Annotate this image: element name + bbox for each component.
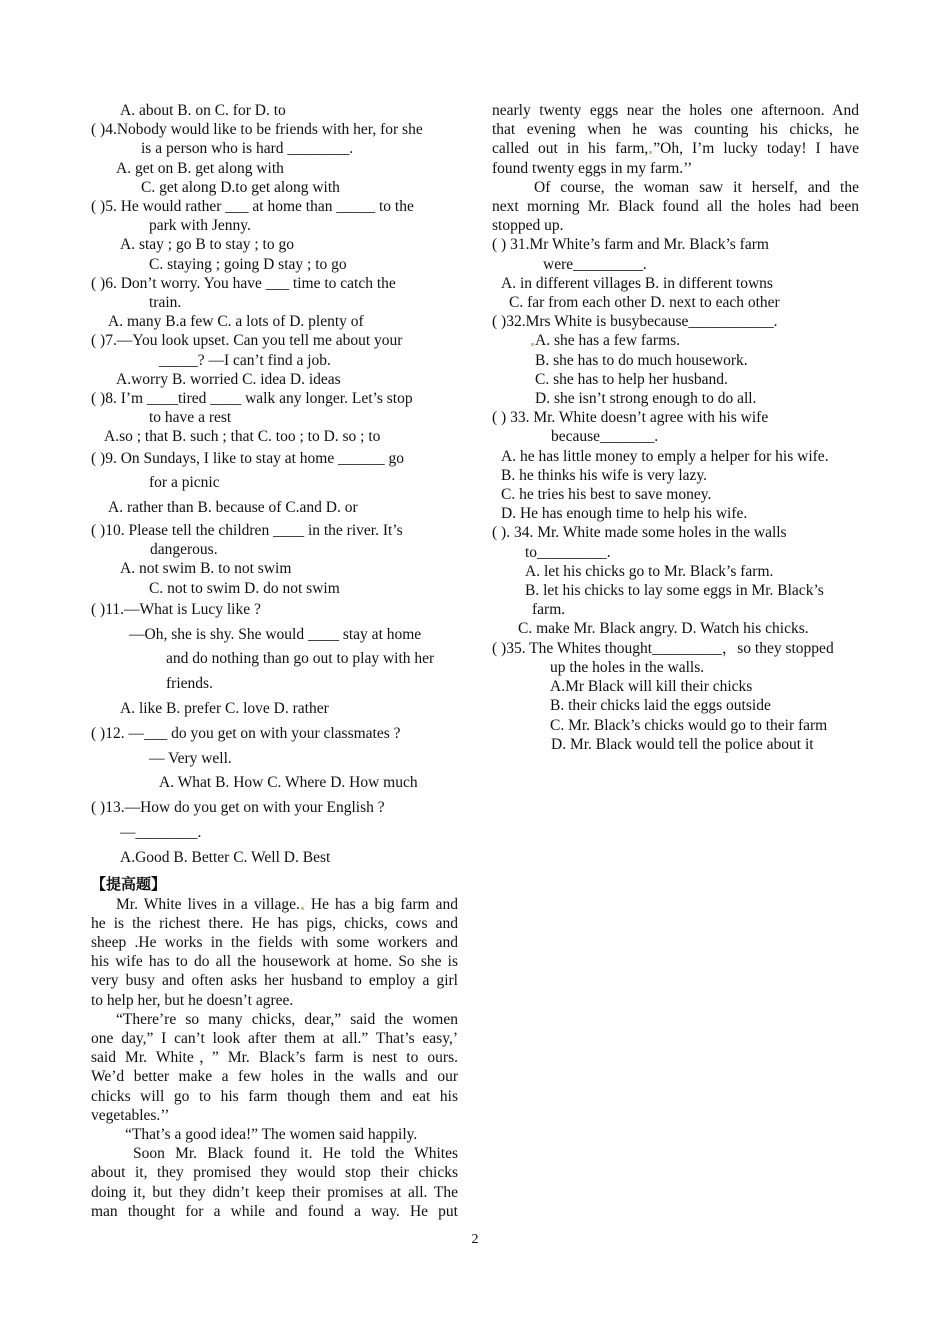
stray-mark — [531, 343, 534, 346]
q4-stem-cont: is a person who is hard ________. — [141, 140, 354, 158]
q9-options: A. rather than B. because of C.and D. or — [108, 499, 358, 517]
q33-stem-cont: because_______. — [551, 428, 659, 446]
q8-stem: ( )8. I’m ____tired ____ walk any longer. Let’s stop — [91, 390, 413, 408]
q32-stem: ( )32.Mrs White is busybecause___________. — [492, 313, 778, 331]
q3-options: A. about B. on C. for D. to — [120, 102, 286, 119]
q12-stem: ( )12. —___ do you get on with your classmates ? — [91, 724, 401, 742]
q31-options-1: A. in different villages B. in different towns — [501, 274, 773, 292]
passage-line: called out in his farm, ”Oh, I’m lucky today! I have — [492, 140, 859, 158]
q11-options: A. like B. prefer C. love D. rather — [120, 700, 329, 718]
passage-line: he is the richest there. He has pigs, chicks, cows and — [91, 914, 458, 932]
q35-option-b: B. their chicks laid the eggs outside — [550, 697, 771, 715]
q9-stem: ( )9. On Sundays, I like to stay at home ______ go — [91, 449, 404, 467]
page-number: 2 — [471, 1232, 479, 1247]
passage-line: We’d better make a few holes in the walls and our — [91, 1068, 458, 1086]
q33-option-b: B. he thinks his wife is very lazy. — [501, 466, 708, 484]
passage-line: Soon Mr. Black found it. He told the Whites — [133, 1145, 458, 1163]
q34-stem-cont: to_________. — [525, 543, 611, 561]
q10-stem: ( )10. Please tell the children ____ in the river. It’s — [91, 522, 403, 540]
q33-stem: ( ) 33. Mr. White doesn’t agree with his wife — [492, 409, 769, 427]
stray-mark — [301, 907, 304, 910]
q32-option-c: C. she has to help her husband. — [535, 370, 728, 388]
q13-options: A.Good B. Better C. Well D. Best — [120, 848, 331, 866]
q31-stem-cont: were_________. — [543, 255, 647, 273]
q32-option-a: A. she has a few farms. — [492, 331, 859, 350]
q34-option-b-cont: farm. — [532, 601, 566, 619]
q11-stem-cont-2: and do nothing than go out to play with her — [166, 650, 435, 668]
q5-options-2: C. staying ; going D stay ; to go — [149, 255, 347, 273]
passage-line: Mr. White lives in a village. He has a big farm and — [116, 895, 458, 913]
q9-stem-cont: for a picnic — [149, 474, 220, 492]
q6-options: A. many B.a few C. a lots of D. plenty of — [108, 313, 364, 331]
q11-stem-cont-1: —Oh, she is shy. She would ____ stay at home — [129, 625, 422, 643]
q34-options-cd: C. make Mr. Black angry. D. Watch his chicks. — [518, 620, 809, 638]
q5-stem-cont: park with Jenny. — [149, 217, 251, 235]
q8-stem-cont: to have a rest — [149, 409, 232, 427]
stray-mark — [649, 151, 652, 154]
passage-line: chicks will go to his farm though them and eat his — [91, 1087, 458, 1105]
q10-options-2: C. not to swim D. do not swim — [149, 579, 340, 597]
left-column — [91, 101, 458, 1221]
q13-answer: —________. — [120, 824, 202, 842]
passage-line: “That’s a good idea!” The women said happily. — [125, 1126, 418, 1144]
passage-line: his wife has to do all the housework at home. So she is — [91, 953, 458, 971]
q11-stem: ( )11.—What is Lucy like ? — [91, 600, 261, 618]
q35-stem: ( )35. The Whites thought_________，so they stopped — [492, 639, 834, 657]
q5-stem: ( )5. He would rather ___ at home than _____ to the — [91, 198, 414, 216]
q10-options-1: A. not swim B. to not swim — [120, 560, 292, 578]
section-title: 【提高题】 — [91, 874, 167, 893]
passage-line: next morning Mr. Black found all the holes had been — [492, 198, 859, 216]
q4-options-2: C. get along D.to get along with — [141, 178, 340, 196]
passage-line: Of course, the woman saw it herself, and the — [534, 178, 859, 196]
passage-line: nearly twenty eggs near the holes one afternoon. And — [492, 102, 859, 119]
q7-stem-cont: _____? —I can’t find a job. — [159, 351, 331, 369]
q35-option-d: D. Mr. Black would tell the police about it — [551, 735, 814, 753]
passage-line: vegetables.’’ — [91, 1106, 170, 1124]
q13-stem: ( )13.—How do you get on with your English ? — [91, 799, 385, 817]
q6-stem: ( )6. Don’t worry. You have ___ time to catch the — [91, 274, 396, 292]
passage-line: man thought for a while and found a way. He put — [91, 1202, 458, 1220]
q32-option-d: D. she isn’t strong enough to do all. — [535, 390, 757, 408]
q31-options-2: C. far from each other D. next to each other — [509, 294, 780, 312]
q12-options: A. What B. How C. Where D. How much — [159, 774, 418, 792]
passage-line: one day,” I can’t look after them at all.” That’s easy,’ — [91, 1030, 458, 1048]
q33-option-d: D. He has enough time to help his wife. — [501, 505, 748, 523]
passage-line: found twenty eggs in my farm.’’ — [492, 159, 693, 177]
q7-stem: ( )7.—You look upset. Can you tell me about your — [91, 332, 403, 350]
q10-stem-cont: dangerous. — [150, 541, 218, 559]
passage-line: very busy and often asks her husband to employ a girl — [91, 972, 458, 990]
q32-option-b: B. she has to do much housework. — [535, 351, 748, 369]
passage-line: said Mr. White，” Mr. Black’s farm is nest to ours. — [91, 1049, 458, 1067]
q35-option-a: A.Mr Black will kill their chicks — [550, 678, 753, 696]
q12-answer: — Very well. — [149, 749, 232, 767]
passage-line: “There’re so many chicks, dear,” said the women — [116, 1010, 458, 1028]
q4-stem: ( )4.Nobody would like to be friends with her, for she — [91, 121, 423, 139]
q33-option-a: A. he has little money to emply a helper for his wife. — [501, 447, 829, 465]
q35-option-c: C. Mr. Black’s chicks would go to their farm — [550, 716, 828, 734]
q33-option-c: C. he tries his best to save money. — [501, 486, 712, 504]
passage-line: sheep .He works in the fields with some workers and — [91, 934, 458, 952]
q5-options-1: A. stay ; go B to stay ; to go — [120, 236, 294, 254]
q34-option-b: B. let his chicks to lay some eggs in Mr. Black’s — [525, 582, 824, 600]
q34-stem: ( ). 34. Mr. White made some holes in the walls — [492, 524, 787, 542]
q35-stem-cont: up the holes in the walls. — [550, 658, 705, 676]
q11-stem-cont-3: friends. — [166, 675, 213, 693]
passage-line: about it, they promised they would stop their chicks — [91, 1164, 458, 1182]
q8-options: A.so ; that B. such ; that C. too ; to D. so ; to — [104, 428, 381, 446]
q34-option-a: A. let his chicks go to Mr. Black’s farm. — [525, 562, 774, 580]
q7-options: A.worry B. worried C. idea D. ideas — [116, 370, 341, 388]
right-column — [492, 101, 859, 754]
passage-line: doing it, but they didn’t keep their promises at all. The — [91, 1183, 458, 1201]
q4-options-1: A. get on B. get along with — [116, 159, 284, 177]
passage-line: stopped up. — [492, 217, 564, 235]
passage-line: that evening when he was counting his chicks, he — [492, 121, 859, 139]
q31-stem: ( ) 31.Mr White’s farm and Mr. Black’s farm — [492, 236, 769, 254]
q6-stem-cont: train. — [149, 294, 182, 312]
passage-line: to help her, but he doesn’t agree. — [91, 991, 294, 1009]
